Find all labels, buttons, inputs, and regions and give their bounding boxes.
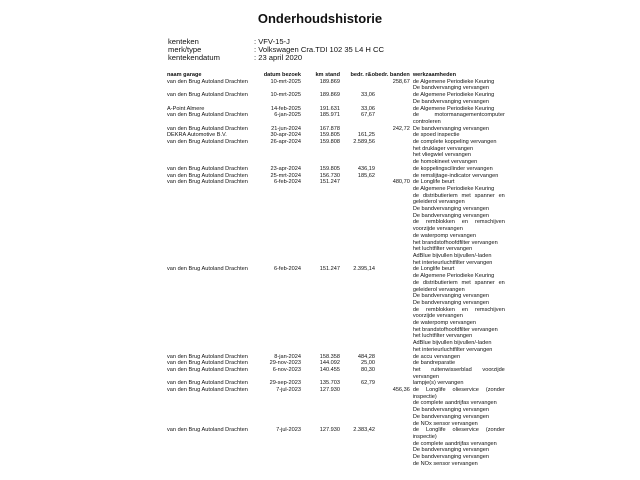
work-item: De bandvervanging vervangen <box>412 85 490 92</box>
work-item: de waterpomp vervangen <box>412 320 476 327</box>
cell-work <box>410 112 505 125</box>
cell-banden: 480,70 <box>392 179 410 186</box>
cell-work <box>410 360 505 367</box>
work-item: de Longlife olieservice (zonder inspectie) <box>412 387 505 400</box>
work-item: De bandvervanging vervangen <box>412 293 490 300</box>
work-item: de Longlife beurt <box>412 266 455 273</box>
cell-work <box>410 173 505 180</box>
cell-ro: 80,30 <box>361 366 375 373</box>
cell-banden <box>375 106 410 113</box>
page-title: Onderhoudshistorie <box>257 11 383 26</box>
col-banden: bedr. banden <box>375 72 410 78</box>
cell-work <box>410 106 505 113</box>
table-row <box>167 166 505 173</box>
work-item: het luchtfilter vervangen <box>412 246 473 253</box>
cell-ro: 436,19 <box>357 165 375 172</box>
table-row <box>167 367 505 380</box>
table-header <box>167 72 505 79</box>
cell-work <box>410 126 505 133</box>
work-item: De bandvervanging vervangen <box>412 125 490 132</box>
cell-ro: 67,67 <box>361 112 375 119</box>
cell-km: 127.930 <box>319 387 340 394</box>
cell-garage: A-Point Almere <box>167 105 205 112</box>
work-item: AdBlue bijvullen bijvullen/-laden <box>412 252 492 259</box>
work-item: het brandstofhoofdfilter vervangen <box>412 326 498 333</box>
table-row <box>167 112 505 125</box>
vehicle-value: : 23 april 2020 <box>254 53 303 62</box>
work-item: de Algemene Periodieke Keuring <box>412 185 495 192</box>
cell-km: 151.247 <box>319 266 340 273</box>
work-item: de Algemene Periodieke Keuring <box>412 78 495 85</box>
cell-km: 191.631 <box>319 105 340 112</box>
work-item: De bandvervanging vervangen <box>412 447 490 454</box>
maintenance-table <box>167 72 505 467</box>
cell-banden <box>375 166 410 173</box>
table-row <box>167 360 505 367</box>
cell-work <box>410 79 505 92</box>
cell-work <box>410 266 505 353</box>
cell-km: 185.971 <box>319 112 340 119</box>
cell-garage: van den Brug Autoland Drachten <box>167 92 248 99</box>
work-item: De bandvervanging vervangen <box>412 98 490 105</box>
work-item: de waterpomp vervangen <box>412 232 476 239</box>
cell-work <box>410 92 505 105</box>
cell-km: 158.358 <box>319 353 340 360</box>
cell-ro: 2.383,42 <box>353 427 375 434</box>
cell-ro <box>342 79 375 92</box>
cell-garage: van den Brug Autoland Drachten <box>167 179 248 186</box>
work-item: de homokineet vervangen <box>412 159 478 166</box>
cell-ro <box>342 179 375 266</box>
vehicle-label: kenteken <box>168 37 199 46</box>
work-item: het druklager vervangen <box>412 145 474 152</box>
cell-garage: van den Brug Autoland Drachten <box>167 139 248 146</box>
cell-garage: van den Brug Autoland Drachten <box>167 125 248 132</box>
work-item: het luchtfilter vervangen <box>412 333 473 340</box>
table-row <box>167 92 505 105</box>
cell-date: 21-jun-2024 <box>271 125 301 132</box>
vehicle-label: merk/type <box>168 45 202 54</box>
cell-banden <box>375 266 410 353</box>
work-item: de remblokken en remschijven voorzijde vervangen <box>412 219 505 233</box>
table-row <box>167 427 505 467</box>
table-row <box>167 387 505 427</box>
cell-ro: 161,25 <box>357 132 375 139</box>
cell-banden: 456,36 <box>392 387 410 394</box>
cell-date: 14-feb-2025 <box>270 105 301 112</box>
cell-date: 30-apr-2024 <box>270 132 301 139</box>
cell-work <box>410 380 505 387</box>
work-item: het vliegwiel vervangen <box>412 152 471 159</box>
cell-garage: van den Brug Autoland Drachten <box>167 172 248 179</box>
cell-garage: van den Brug Autoland Drachten <box>167 360 248 367</box>
cell-banden <box>375 92 410 105</box>
cell-garage: van den Brug Autoland Drachten <box>167 366 248 373</box>
work-item: de complete aandrijfas vervangen <box>412 440 497 447</box>
work-item: lampje(s) vervangen <box>412 380 464 387</box>
work-item: de Algemene Periodieke Keuring <box>412 105 495 112</box>
table-row <box>167 380 505 387</box>
cell-work <box>410 179 505 266</box>
cell-ro: 2.589,56 <box>353 139 375 146</box>
cell-ro <box>342 126 375 133</box>
work-item: de Algemene Periodieke Keuring <box>412 273 495 280</box>
cell-date: 7-jul-2023 <box>276 427 301 434</box>
work-item: het ruitenwisserblad voorzijde vervangen <box>412 366 505 380</box>
cell-work <box>410 387 505 427</box>
cell-banden <box>375 427 410 467</box>
work-item: de motormanagementcomputer controleren <box>412 112 505 125</box>
cell-date: 29-sep-2023 <box>269 380 301 387</box>
vehicle-value: : VFV-15-J <box>254 37 290 46</box>
cell-banden <box>375 380 410 387</box>
cell-banden <box>375 360 410 367</box>
cell-work <box>410 139 505 166</box>
vehicle-info-row <box>168 54 384 62</box>
table-row <box>167 106 505 113</box>
cell-ro: 33,06 <box>361 92 375 99</box>
cell-garage: van den Brug Autoland Drachten <box>167 353 248 360</box>
work-item: het interieurluchtfilter vervangen <box>412 346 493 353</box>
cell-ro: 25,00 <box>361 360 375 367</box>
work-item: de accu vervangen <box>412 353 461 360</box>
work-item: De bandvervanging vervangen <box>412 206 490 213</box>
cell-km: 144.092 <box>319 360 340 367</box>
col-garage: naam garage <box>167 72 202 78</box>
vehicle-label: kentekendatum <box>168 53 220 62</box>
work-item: de distributieriem met spanner en geleiderol vervangen <box>412 279 505 293</box>
cell-km: 167.878 <box>319 125 340 132</box>
cell-ro: 62,79 <box>361 380 375 387</box>
col-work: werkzaamheden <box>412 72 457 78</box>
table-row <box>167 354 505 361</box>
work-item: De bandvervanging vervangen <box>412 299 490 306</box>
cell-date: 29-nov-2023 <box>269 360 301 367</box>
work-item: de NOx sensor vervangen <box>412 420 478 427</box>
table-row <box>167 132 505 139</box>
col-ro: bedr. r&o <box>350 72 375 78</box>
cell-km: 159.808 <box>319 139 340 146</box>
cell-ro: 185,62 <box>357 172 375 179</box>
table-row <box>167 179 505 266</box>
cell-km: 156.730 <box>319 172 340 179</box>
cell-ro: 33,06 <box>361 105 375 112</box>
vehicle-info <box>168 38 384 62</box>
work-item: de spoed inspectie <box>412 132 460 139</box>
cell-garage: van den Brug Autoland Drachten <box>167 387 248 394</box>
cell-ro <box>342 387 375 427</box>
cell-work <box>410 367 505 380</box>
table-row <box>167 139 505 166</box>
cell-date: 26-apr-2024 <box>270 139 301 146</box>
cell-banden: 258,67 <box>392 78 410 85</box>
table-row <box>167 266 505 353</box>
cell-garage: van den Brug Autoland Drachten <box>167 165 248 172</box>
cell-garage: van den Brug Autoland Drachten <box>167 380 248 387</box>
work-item: de Algemene Periodieke Keuring <box>412 92 495 99</box>
cell-garage: DEKRA Automotive B.V. <box>167 132 227 139</box>
work-item: de distributieriem met spanner en geleiderol vervangen <box>412 192 505 206</box>
cell-km: 151.247 <box>319 179 340 186</box>
work-item: de koppelingscilinder vervangen <box>412 165 493 172</box>
cell-banden <box>375 139 410 166</box>
cell-km: 159.805 <box>319 132 340 139</box>
work-item: AdBlue bijvullen bijvullen/-laden <box>412 340 492 347</box>
cell-banden <box>375 354 410 361</box>
col-date: datum bezoek <box>263 72 301 78</box>
col-km: km stand <box>315 72 340 78</box>
cell-work <box>410 132 505 139</box>
cell-work <box>410 354 505 361</box>
cell-km: 189.869 <box>319 78 340 85</box>
table-row <box>167 126 505 133</box>
cell-garage: van den Brug Autoland Drachten <box>167 266 248 273</box>
cell-banden <box>375 132 410 139</box>
cell-banden <box>375 367 410 380</box>
work-item: de remslijtage-indicator vervangen <box>412 172 499 179</box>
vehicle-value: : Volkswagen Cra.TDI 102 35 L4 H CC <box>254 45 384 54</box>
work-item: het brandstofhoofdfilter vervangen <box>412 239 498 246</box>
work-item: de NOx sensor vervangen <box>412 460 478 467</box>
cell-banden <box>375 173 410 180</box>
cell-garage: van den Brug Autoland Drachten <box>167 427 248 434</box>
cell-km: 140.455 <box>319 366 340 373</box>
work-item: de Longlife beurt <box>412 179 455 186</box>
work-item: De bandvervanging vervangen <box>412 212 490 219</box>
cell-work <box>410 427 505 467</box>
cell-date: 6-feb-2024 <box>273 179 301 186</box>
work-item: de bandreparatie <box>412 360 456 367</box>
cell-banden: 242,72 <box>392 125 410 132</box>
cell-date: 25-mrt-2024 <box>270 172 301 179</box>
work-item: De bandvervanging vervangen <box>412 413 490 420</box>
cell-work <box>410 166 505 173</box>
cell-date: 10-mrt-2025 <box>270 78 301 85</box>
table-row <box>167 79 505 92</box>
table-row <box>167 173 505 180</box>
cell-km: 135.703 <box>319 380 340 387</box>
work-item: het interieurluchtfilter vervangen <box>412 259 493 266</box>
cell-date: 6-nov-2023 <box>272 366 301 373</box>
cell-date: 23-apr-2024 <box>270 165 301 172</box>
cell-garage: van den Brug Autoland Drachten <box>167 78 248 85</box>
cell-km: 127.930 <box>319 427 340 434</box>
work-item: de complete koppeling vervangen <box>412 139 497 146</box>
cell-km: 189.869 <box>319 92 340 99</box>
work-item: de Longlife olieservice (zonder inspectie) <box>412 427 505 440</box>
cell-date: 7-jul-2023 <box>276 387 301 394</box>
work-item: De bandvervanging vervangen <box>412 454 490 461</box>
cell-km: 159.805 <box>319 165 340 172</box>
cell-date: 6-jan-2025 <box>274 112 301 119</box>
work-item: De bandvervanging vervangen <box>412 407 490 414</box>
cell-ro: 484,28 <box>357 353 375 360</box>
cell-date: 8-jan-2024 <box>274 353 301 360</box>
cell-garage: van den Brug Autoland Drachten <box>167 112 248 119</box>
cell-date: 6-feb-2024 <box>273 266 301 273</box>
cell-ro: 2.395,14 <box>353 266 375 273</box>
work-item: de complete aandrijfas vervangen <box>412 400 497 407</box>
cell-banden <box>375 112 410 125</box>
work-item: de remblokken en remschijven voorzijde vervangen <box>412 306 505 320</box>
cell-date: 10-mrt-2025 <box>270 92 301 99</box>
